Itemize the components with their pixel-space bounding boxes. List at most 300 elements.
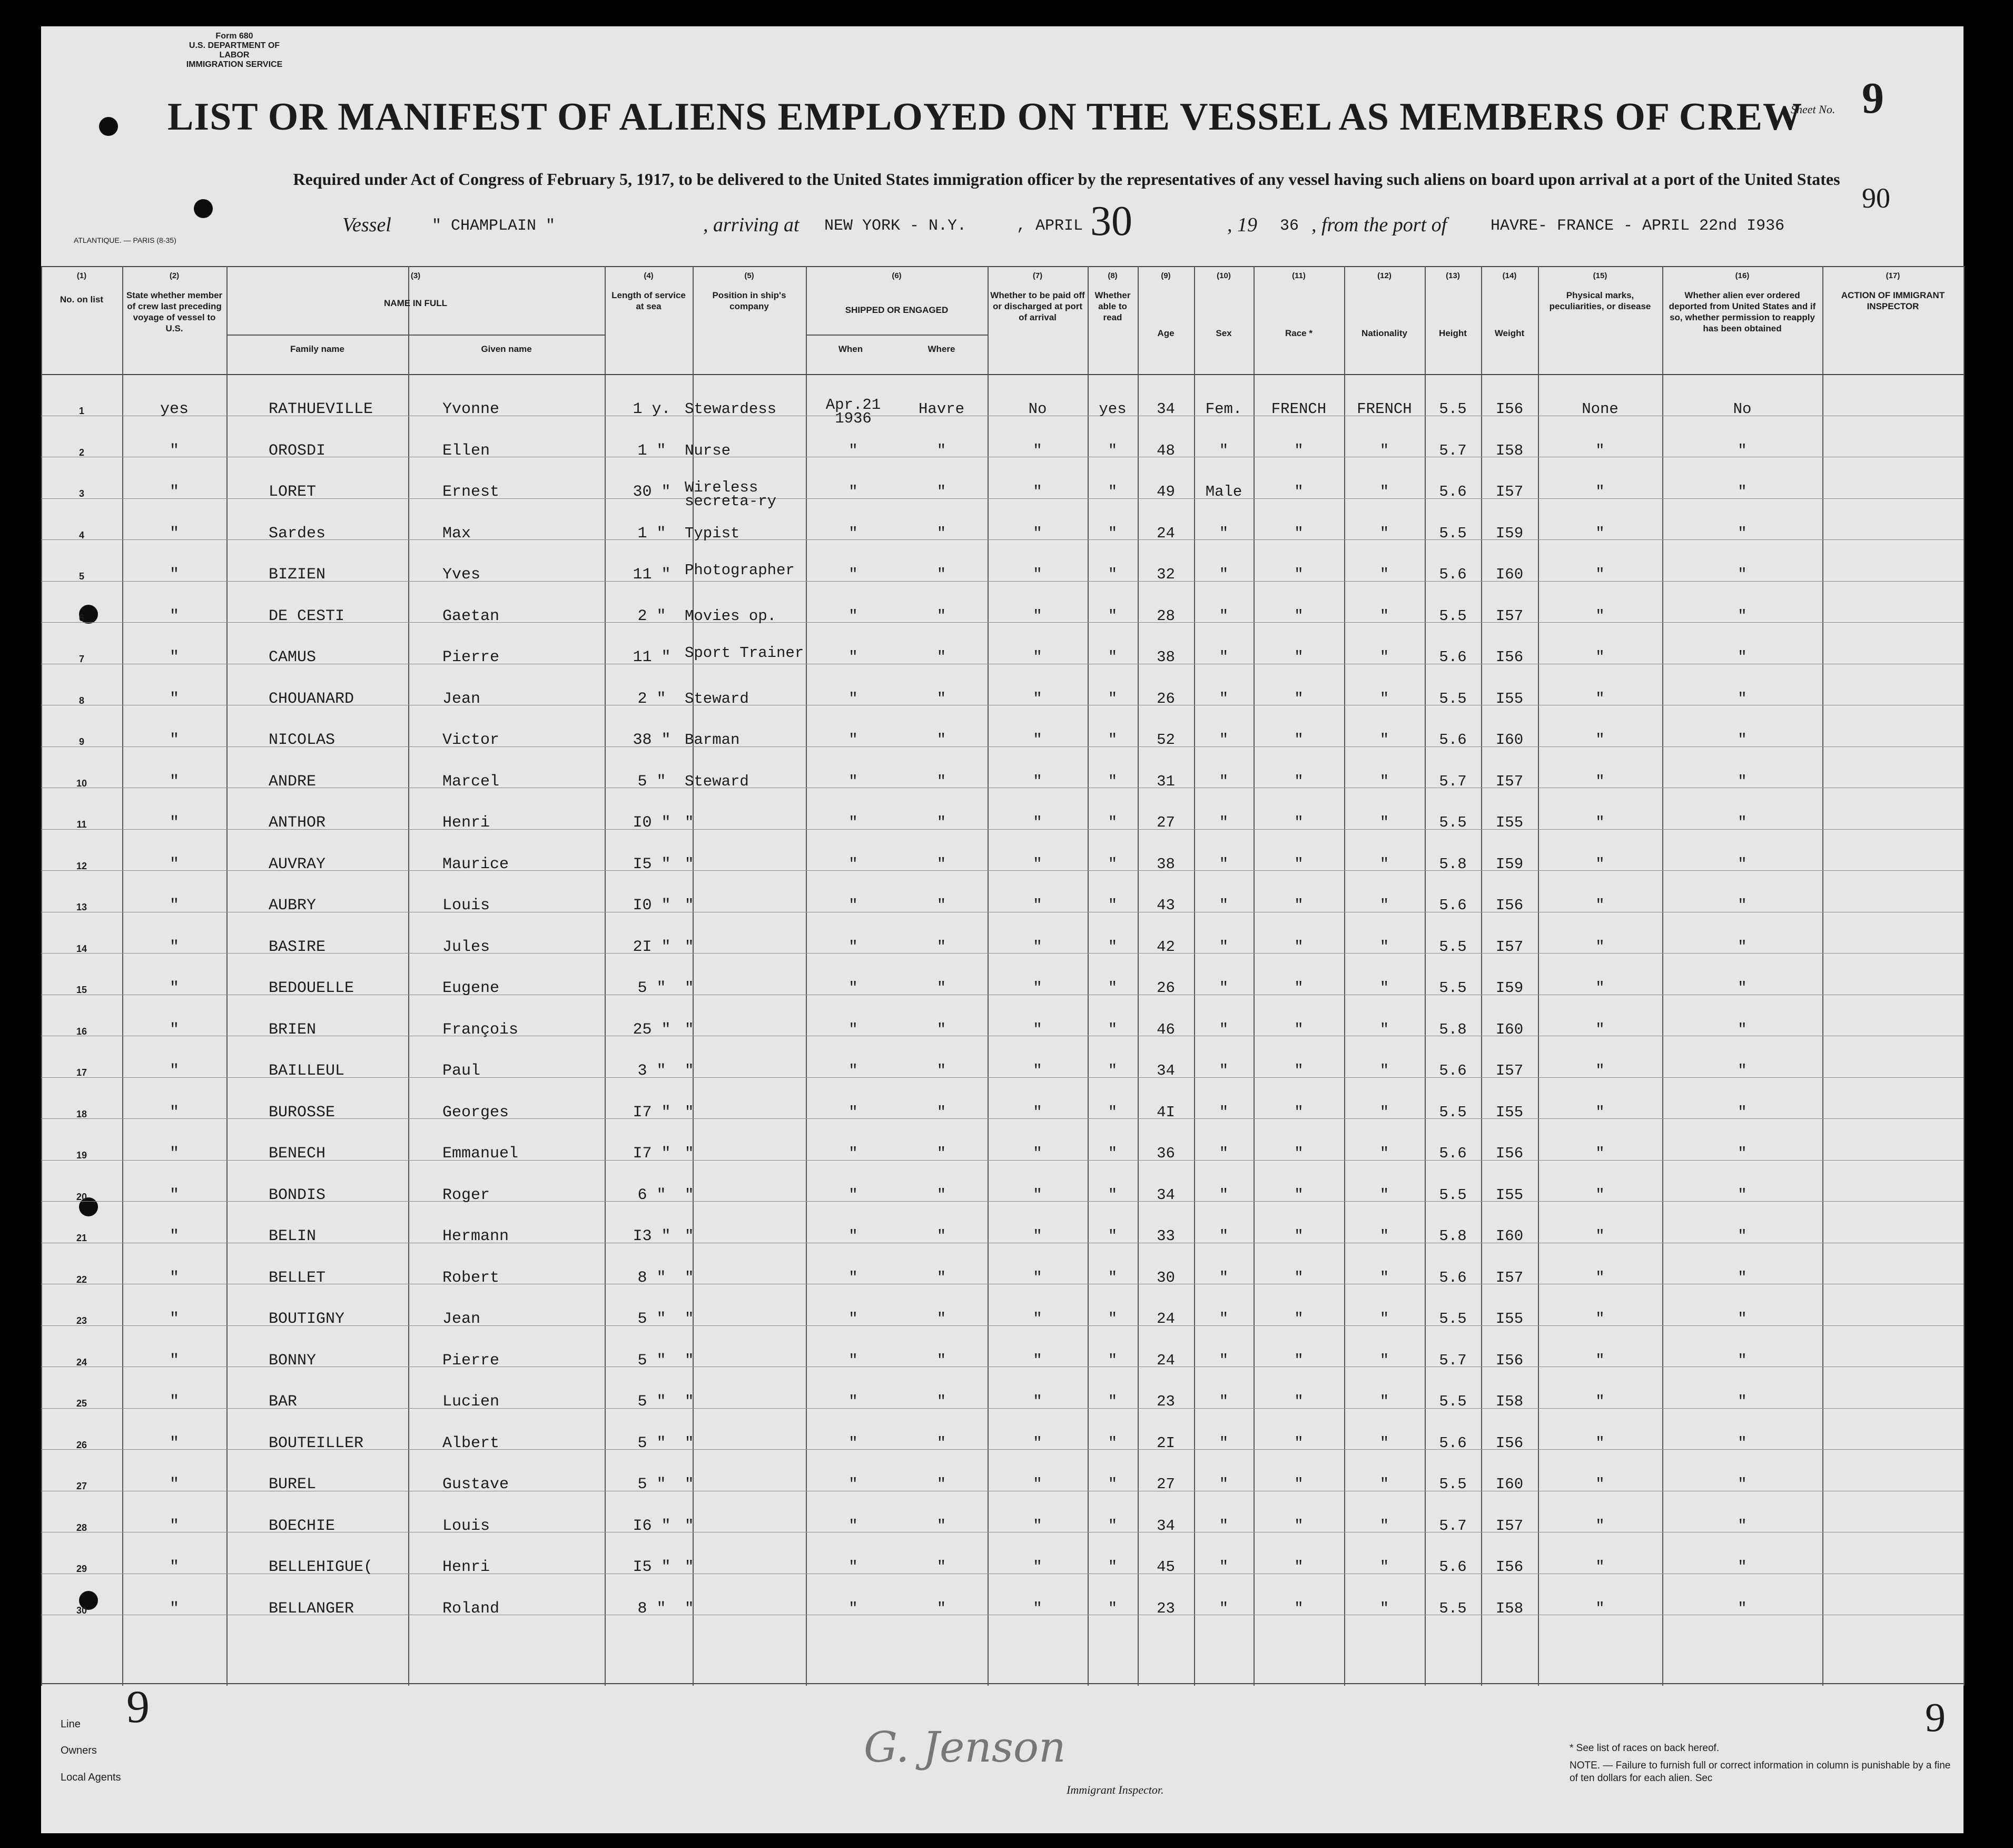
sex-cell: " — [1219, 814, 1229, 831]
row-number: 25 — [76, 1398, 87, 1409]
able-to-read-cell: " — [1108, 772, 1118, 790]
previous-voyage-cell: " — [169, 566, 179, 584]
deported-cell: " — [1738, 897, 1747, 914]
shipped-when-cell: " — [848, 979, 858, 997]
deported-cell: " — [1738, 566, 1747, 583]
age-cell: 38 — [1157, 855, 1175, 873]
position-cell: " — [685, 1558, 694, 1576]
column-header-no: No. on list — [60, 294, 104, 304]
able-to-read-cell: " — [1108, 1434, 1118, 1452]
race-cell: " — [1294, 979, 1304, 997]
height-cell: 5.5 — [1439, 814, 1467, 831]
shipped-when-cell: " — [848, 607, 858, 625]
family-name-cell: BEDOUELLE — [269, 979, 354, 997]
row-number: 12 — [76, 860, 87, 871]
paid-off-cell: " — [1033, 1145, 1042, 1162]
column-header-position-number: (5) — [744, 271, 754, 280]
given-name-cell: Paul — [442, 1062, 481, 1080]
height-cell: 5.5 — [1439, 607, 1467, 625]
sex-cell: " — [1219, 607, 1229, 625]
able-to-read-cell: " — [1108, 1145, 1118, 1162]
previous-voyage-cell: " — [169, 648, 179, 666]
row-number: 1 — [78, 406, 84, 416]
age-cell: 32 — [1157, 566, 1175, 583]
sex-cell: " — [1219, 1517, 1229, 1535]
service-length-cell: 6 " — [637, 1186, 666, 1204]
shipped-when-cell: " — [848, 1599, 858, 1617]
sex-cell: " — [1219, 1351, 1229, 1369]
nationality-cell: " — [1379, 731, 1389, 749]
race-cell: " — [1294, 1434, 1304, 1452]
previous-voyage-cell: " — [169, 814, 179, 832]
column-header-marks-number: (15) — [1593, 271, 1607, 280]
arriving-port: NEW YORK - N.Y. — [824, 217, 967, 235]
race-cell: " — [1294, 1062, 1304, 1079]
column-header-shipped-number: (6) — [892, 271, 902, 280]
position-cell: Nurse — [685, 441, 731, 459]
age-cell: 23 — [1157, 1599, 1175, 1617]
previous-voyage-cell: " — [169, 1558, 179, 1576]
position-cell: Photographer — [685, 562, 795, 579]
family-name-cell: BOUTIGNY — [269, 1310, 345, 1328]
inspector-signature: G. Jenson — [864, 1723, 1066, 1772]
column-header-weight-number: (14) — [1502, 271, 1517, 280]
shipped-where-cell: " — [936, 1599, 946, 1617]
paid-off-cell: " — [1033, 1517, 1042, 1535]
marks-cell: " — [1595, 897, 1605, 914]
nationality-cell: " — [1379, 1476, 1389, 1493]
previous-voyage-cell: " — [169, 1227, 179, 1245]
column-rule — [1344, 266, 1345, 1686]
weight-cell: I57 — [1495, 1062, 1524, 1079]
age-cell: 30 — [1157, 1269, 1175, 1286]
column-rule — [1822, 266, 1823, 1686]
nationality-cell: " — [1379, 524, 1389, 542]
nationality-cell: " — [1379, 1310, 1389, 1328]
column-header-marks: Physical marks, peculiarities, or disease — [1549, 290, 1651, 311]
position-cell: " — [685, 1434, 694, 1452]
shipped-where-cell: " — [936, 855, 946, 873]
deported-cell: " — [1738, 772, 1747, 790]
sex-cell: " — [1219, 566, 1229, 583]
service-length-cell: 5 " — [637, 1393, 666, 1411]
service-length-cell: 11 " — [633, 648, 671, 666]
deported-cell: " — [1738, 1517, 1747, 1535]
deported-cell: " — [1738, 1558, 1747, 1576]
shipped-when-cell: Apr.21 1936 — [825, 396, 881, 427]
race-cell: " — [1294, 1351, 1304, 1369]
given-name-cell: Hermann — [442, 1227, 509, 1245]
sex-cell: " — [1219, 938, 1229, 956]
previous-voyage-cell: " — [169, 1393, 179, 1411]
deported-cell: " — [1738, 938, 1747, 956]
able-to-read-cell: " — [1108, 1517, 1118, 1535]
given-name-cell: Georges — [442, 1103, 509, 1122]
column-header-previous-voyage: State whether member of crew last preceding voyage of vessel to U.S. — [126, 290, 223, 333]
marks-cell: " — [1595, 1434, 1605, 1452]
column-header-paid-off-number: (7) — [1032, 271, 1043, 280]
paid-off-cell: " — [1033, 1434, 1042, 1452]
shipped-when-cell: " — [848, 1269, 858, 1286]
able-to-read-cell: " — [1108, 524, 1118, 542]
column-rule — [1481, 266, 1482, 1686]
deported-cell: " — [1738, 1062, 1747, 1079]
given-name-cell: Gustave — [442, 1476, 509, 1493]
height-cell: 5.5 — [1439, 690, 1467, 707]
family-name-cell: BELLEHIGUE( — [269, 1558, 373, 1576]
inspector-label: Immigrant Inspector. — [1067, 1783, 1164, 1796]
shipped-where-cell: " — [936, 690, 946, 707]
age-cell: 27 — [1157, 814, 1175, 831]
paid-off-cell: " — [1033, 1227, 1042, 1245]
service-length-cell: 5 " — [637, 1351, 666, 1370]
able-to-read-cell: " — [1108, 607, 1118, 625]
paid-off-cell: " — [1033, 1186, 1042, 1204]
family-name-cell: BUREL — [269, 1476, 317, 1493]
sex-cell: " — [1219, 1103, 1229, 1121]
row-number: 27 — [76, 1481, 87, 1491]
weight-cell: I56 — [1495, 897, 1524, 914]
column-header-shipped: SHIPPED OR ENGAGED — [845, 305, 949, 315]
marks-cell: " — [1595, 690, 1605, 707]
position-cell: " — [685, 855, 694, 873]
deported-cell: " — [1738, 979, 1747, 997]
paid-off-cell: " — [1033, 648, 1042, 666]
row-number: 29 — [76, 1564, 87, 1574]
given-name-cell: Louis — [442, 897, 490, 915]
crew-table — [41, 266, 1963, 1686]
races-note: * See list of races on back hereof. — [1570, 1743, 1720, 1754]
paid-off-cell: " — [1033, 1020, 1042, 1038]
service-length-cell: 3 " — [637, 1062, 666, 1080]
arriving-label: , arriving at — [703, 214, 800, 236]
previous-voyage-cell: " — [169, 1103, 179, 1122]
previous-voyage-cell: " — [169, 1062, 179, 1080]
sex-cell: " — [1219, 1393, 1229, 1410]
given-name-cell: Victor — [442, 731, 500, 749]
shipped-where-cell: " — [936, 1145, 946, 1162]
given-name-cell: Yves — [442, 566, 481, 584]
service-length-cell: 1 " — [637, 524, 666, 543]
height-cell: 5.5 — [1439, 1599, 1467, 1617]
weight-cell: I58 — [1495, 1393, 1524, 1410]
column-rule — [122, 266, 123, 1686]
shipped-when-cell: " — [848, 1145, 858, 1162]
deported-cell: " — [1738, 441, 1747, 459]
able-to-read-cell: " — [1108, 483, 1118, 500]
given-name-cell: Roger — [442, 1186, 490, 1204]
able-to-read-cell: " — [1108, 1103, 1118, 1121]
shipped-when-cell: " — [848, 1476, 858, 1493]
crew-count-handwritten: 90 — [1862, 182, 1890, 214]
year-value: 36 — [1280, 217, 1299, 235]
able-to-read-cell: " — [1108, 938, 1118, 956]
sex-cell: " — [1219, 897, 1229, 914]
marks-cell: " — [1595, 1103, 1605, 1121]
family-name-cell: CHOUANARD — [269, 690, 354, 708]
able-to-read-cell: " — [1108, 855, 1118, 873]
weight-cell: I55 — [1495, 1103, 1524, 1121]
previous-voyage-cell: " — [169, 855, 179, 873]
previous-voyage-cell: " — [169, 1145, 179, 1163]
previous-voyage-cell: " — [169, 731, 179, 749]
sex-cell: " — [1219, 1476, 1229, 1493]
given-name-cell: Marcel — [442, 772, 500, 791]
weight-cell: I60 — [1495, 731, 1524, 749]
service-length-cell: 8 " — [637, 1269, 666, 1287]
age-cell: 24 — [1157, 524, 1175, 542]
nationality-cell: " — [1379, 772, 1389, 790]
service-length-cell: 8 " — [637, 1599, 666, 1618]
deported-cell: " — [1738, 1269, 1747, 1286]
shipped-when-cell: " — [848, 524, 858, 542]
given-name-cell: Robert — [442, 1269, 500, 1287]
shipped-when-cell: " — [848, 897, 858, 914]
weight-cell: I56 — [1495, 400, 1524, 418]
previous-voyage-cell: " — [169, 524, 179, 543]
year-label: , 19 — [1227, 214, 1257, 236]
family-name-cell: BELIN — [269, 1227, 317, 1245]
column-header-deported: Whether alien ever ordered deported from United States and if so, whether permission to reapply has been obtained — [1669, 290, 1816, 333]
position-cell: " — [685, 1310, 694, 1328]
weight-cell: I56 — [1495, 1145, 1524, 1162]
race-cell: " — [1294, 1145, 1304, 1162]
weight-cell: I60 — [1495, 1227, 1524, 1245]
family-name-cell: BENECH — [269, 1145, 326, 1163]
deported-cell: " — [1738, 855, 1747, 873]
service-length-cell: 25 " — [633, 1020, 671, 1039]
nationality-cell: " — [1379, 1517, 1389, 1535]
family-name-cell: BASIRE — [269, 938, 326, 956]
marks-cell: " — [1595, 979, 1605, 997]
column-rule — [605, 266, 606, 1686]
position-cell: " — [685, 1269, 694, 1286]
shipped-when-cell: " — [848, 1558, 858, 1576]
marks-cell: " — [1595, 483, 1605, 500]
position-cell: " — [685, 1020, 694, 1038]
able-to-read-cell: " — [1108, 1310, 1118, 1328]
shipped-where-cell: " — [936, 1517, 946, 1535]
weight-cell: I59 — [1495, 979, 1524, 997]
deported-cell: " — [1738, 483, 1747, 500]
column-header-weight: Weight — [1494, 328, 1525, 338]
shipped-where-cell: " — [936, 814, 946, 831]
age-cell: 24 — [1157, 1351, 1175, 1369]
deported-cell: " — [1738, 731, 1747, 749]
service-length-cell: 2I " — [633, 938, 671, 956]
form-id-block — [174, 32, 295, 70]
deported-cell: No — [1733, 400, 1752, 418]
nationality-cell: " — [1379, 938, 1389, 956]
previous-voyage-cell: " — [169, 441, 179, 460]
paid-off-cell: " — [1033, 1476, 1042, 1493]
punch-hole — [99, 117, 118, 136]
owners-label: Owners — [61, 1745, 97, 1756]
service-length-cell: 5 " — [637, 772, 666, 791]
service-length-cell: I5 " — [633, 855, 671, 873]
position-cell: " — [685, 1517, 694, 1535]
previous-voyage-cell: " — [169, 1476, 179, 1493]
age-cell: 26 — [1157, 979, 1175, 997]
service-length-cell: 5 " — [637, 1434, 666, 1452]
deported-cell: " — [1738, 1103, 1747, 1121]
weight-cell: I56 — [1495, 1558, 1524, 1576]
age-cell: 49 — [1157, 483, 1175, 500]
race-cell: " — [1294, 1186, 1304, 1204]
family-name-cell: NICOLAS — [269, 731, 335, 749]
height-cell: 5.8 — [1439, 1227, 1467, 1245]
shipped-where-cell: " — [936, 979, 946, 997]
previous-voyage-cell: " — [169, 1599, 179, 1618]
column-header-given-name: Given name — [481, 344, 532, 354]
sex-cell: " — [1219, 1145, 1229, 1162]
previous-voyage-cell: " — [169, 690, 179, 708]
marks-cell: " — [1595, 1227, 1605, 1245]
service-length-cell: 5 " — [637, 979, 666, 997]
marks-cell: " — [1595, 1310, 1605, 1328]
deported-cell: " — [1738, 1476, 1747, 1493]
family-name-cell: Sardes — [269, 524, 326, 543]
position-cell: " — [685, 1476, 694, 1493]
previous-voyage-cell: " — [169, 1310, 179, 1328]
column-header-deported-number: (16) — [1735, 271, 1750, 280]
height-cell: 5.6 — [1439, 731, 1467, 749]
given-name-cell: Albert — [442, 1434, 500, 1452]
given-name-cell: Jean — [442, 690, 481, 708]
height-cell: 5.7 — [1439, 441, 1467, 459]
paid-off-cell: " — [1033, 1062, 1042, 1079]
row-number: 3 — [78, 488, 84, 499]
height-cell: 5.6 — [1439, 1434, 1467, 1452]
race-cell: " — [1294, 1310, 1304, 1328]
position-cell: " — [685, 938, 694, 956]
height-cell: 5.5 — [1439, 1186, 1467, 1204]
column-header-nationality: Nationality — [1361, 328, 1407, 338]
shipped-when-cell: " — [848, 855, 858, 873]
family-name-cell: AUBRY — [269, 897, 317, 915]
column-rule — [1538, 266, 1539, 1686]
column-header-sex-number: (10) — [1217, 271, 1231, 280]
position-cell: " — [685, 1227, 694, 1245]
race-cell: " — [1294, 566, 1304, 583]
shipped-when-cell: " — [848, 1186, 858, 1204]
paid-off-cell: " — [1033, 1393, 1042, 1410]
position-cell: Wireless secreta-ry — [685, 479, 777, 510]
shipped-when-cell: " — [848, 441, 858, 459]
age-cell: 42 — [1157, 938, 1175, 956]
race-cell: " — [1294, 814, 1304, 831]
position-cell: " — [685, 814, 694, 831]
publisher-imprint: ATLANTIQUE. — PARIS (8-35) — [74, 236, 176, 244]
shipped-when-cell: " — [848, 690, 858, 707]
row-number: 23 — [76, 1315, 87, 1326]
previous-voyage-cell: " — [169, 979, 179, 997]
marks-cell: " — [1595, 1476, 1605, 1493]
race-cell: " — [1294, 1476, 1304, 1493]
able-to-read-cell: " — [1108, 1393, 1118, 1410]
marks-cell: " — [1595, 814, 1605, 831]
column-header-age-number: (9) — [1161, 271, 1171, 280]
deported-cell: " — [1738, 1145, 1747, 1162]
previous-voyage-cell: yes — [160, 400, 189, 418]
row-number: 7 — [78, 654, 84, 664]
shipped-when-cell: " — [848, 1393, 858, 1410]
row-number: 21 — [76, 1233, 87, 1243]
able-to-read-cell: " — [1108, 1186, 1118, 1204]
local-agents-label: Local Agents — [61, 1772, 121, 1783]
shipped-when-cell: " — [848, 814, 858, 831]
weight-cell: I58 — [1495, 441, 1524, 459]
document-title: LIST OR MANIFEST OF ALIENS EMPLOYED ON THE VESSEL AS MEMBERS OF CREW — [167, 95, 1803, 139]
previous-voyage-cell: " — [169, 897, 179, 915]
sex-cell: " — [1219, 1020, 1229, 1038]
shipped-where-cell: " — [936, 441, 946, 459]
age-cell: 28 — [1157, 607, 1175, 625]
able-to-read-cell: " — [1108, 690, 1118, 707]
sex-cell: " — [1219, 1310, 1229, 1328]
position-cell: " — [685, 1599, 694, 1617]
paid-off-cell: " — [1033, 814, 1042, 831]
row-number: 17 — [76, 1067, 87, 1078]
family-name-cell: AUVRAY — [269, 855, 326, 873]
able-to-read-cell: " — [1108, 1599, 1118, 1617]
shipped-when-cell: " — [848, 483, 858, 500]
column-header-position: Position in ship's company — [712, 290, 786, 311]
able-to-read-cell: " — [1108, 1558, 1118, 1576]
marks-cell: " — [1595, 1145, 1605, 1162]
shipped-where-cell: " — [936, 1558, 946, 1576]
marks-cell: " — [1595, 441, 1605, 459]
deported-cell: " — [1738, 1434, 1747, 1452]
row-number: 9 — [78, 736, 84, 747]
marks-cell: " — [1595, 1517, 1605, 1535]
given-name-cell: Henri — [442, 814, 490, 832]
weight-cell: I57 — [1495, 938, 1524, 956]
shipped-when-cell: " — [848, 772, 858, 790]
column-header-paid-off: Whether to be paid off or discharged at port of arrival — [990, 290, 1085, 322]
position-cell: " — [685, 1393, 694, 1410]
shipped-where-cell: " — [936, 1103, 946, 1121]
previous-voyage-cell: " — [169, 1351, 179, 1370]
subheader-rule — [806, 335, 988, 336]
height-cell: 5.5 — [1439, 1393, 1467, 1410]
column-rule — [1254, 266, 1255, 1686]
deported-cell: " — [1738, 607, 1747, 625]
position-cell: " — [685, 1062, 694, 1079]
shipped-when-cell: " — [848, 1103, 858, 1121]
age-cell: 33 — [1157, 1227, 1175, 1245]
able-to-read-cell: yes — [1099, 400, 1127, 418]
sex-cell: " — [1219, 855, 1229, 873]
able-to-read-cell: " — [1108, 979, 1118, 997]
nationality-cell: " — [1379, 483, 1389, 500]
column-rule — [806, 266, 807, 1686]
given-name-cell: François — [442, 1020, 519, 1039]
position-cell: " — [685, 1103, 694, 1121]
row-number: 13 — [76, 902, 87, 912]
row-number: 10 — [76, 778, 87, 789]
paid-off-cell: " — [1033, 938, 1042, 956]
weight-cell: I57 — [1495, 772, 1524, 790]
height-cell: 5.5 — [1439, 400, 1467, 418]
shipped-when-cell: " — [848, 1310, 858, 1328]
able-to-read-cell: " — [1108, 566, 1118, 583]
column-header-service-number: (4) — [644, 271, 654, 280]
weight-cell: I59 — [1495, 855, 1524, 873]
deported-cell: " — [1738, 814, 1747, 831]
row-number: 26 — [76, 1439, 87, 1450]
deported-cell: " — [1738, 524, 1747, 542]
